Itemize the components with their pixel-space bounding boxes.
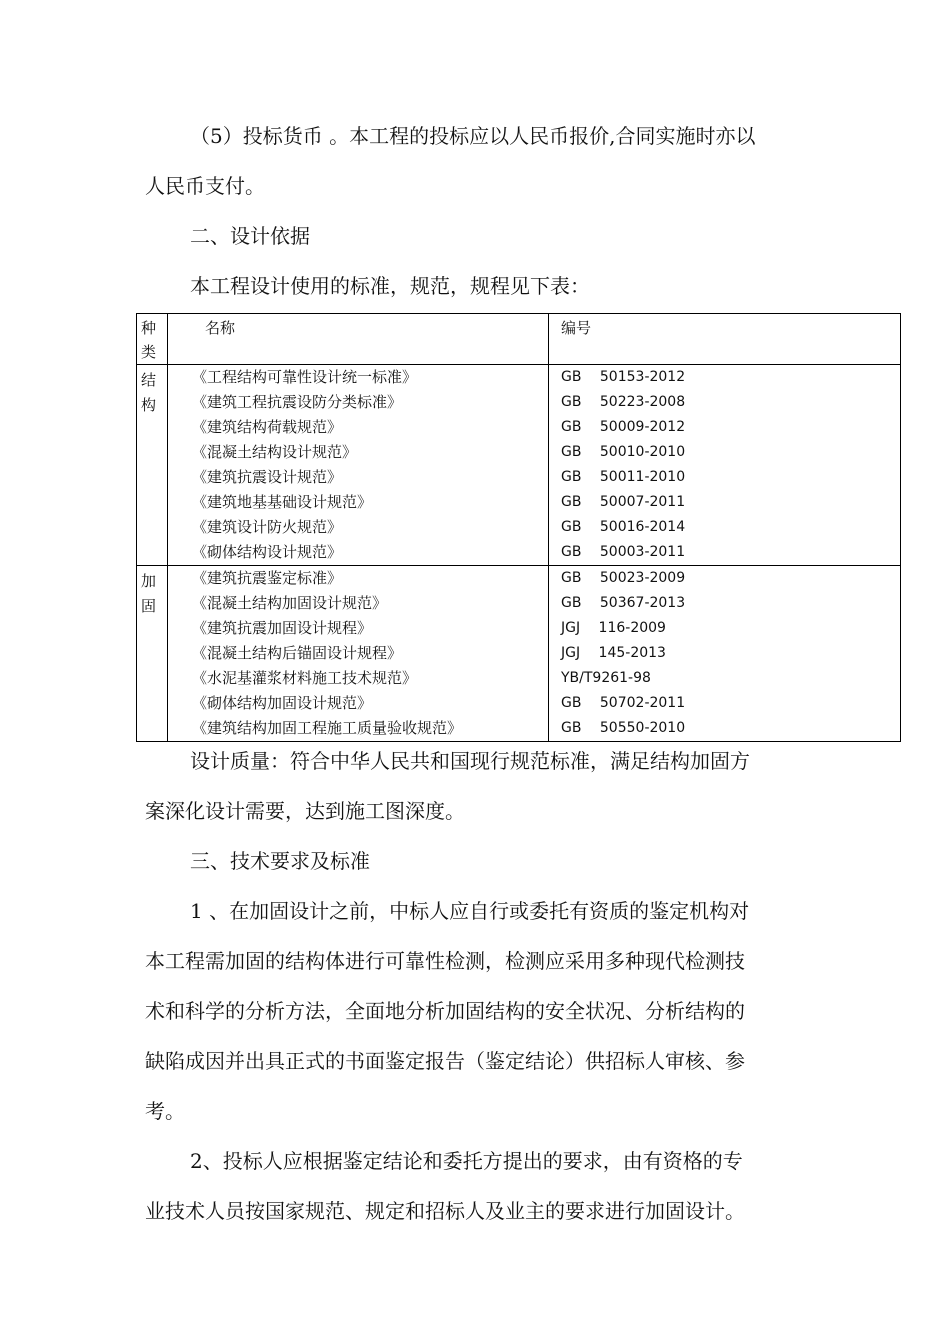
- requirement1-line3: 术和科学的分析方法，全面地分析加固结构的安全状况、分析结构的: [145, 999, 745, 1023]
- requirement1-line1: 1 、在加固设计之前，中标人应自行或委托有资质的鉴定机构对: [190, 899, 750, 923]
- header-kind: 种类: [141, 319, 157, 361]
- table-header-row: [137, 314, 901, 365]
- quality-line1: 设计质量：符合中华人民共和国现行规范标准，满足结构加固方: [190, 749, 750, 773]
- requirement2-line2: 业技术人员按国家规范、规定和招标人及业主的要求进行加固设计。: [145, 1199, 745, 1223]
- standard-name: 《水泥基灌浆材料施工技术规范》: [192, 669, 418, 687]
- requirement1-line2: 本工程需加固的结构体进行可靠性检测，检测应采用多种现代检测技: [145, 949, 745, 973]
- standard-number: GB 50016-2014: [561, 519, 686, 535]
- standard-name: 《建筑结构荷载规范》: [192, 418, 343, 436]
- requirement2-line1: 2、投标人应根据鉴定结论和委托方提出的要求，由有资格的专: [190, 1149, 743, 1173]
- group-kind-reinforcement: 加固: [141, 572, 157, 615]
- standard-name: 《建筑抗震设计规范》: [192, 468, 343, 486]
- standard-name: 《混凝土结构加固设计规范》: [192, 594, 388, 612]
- paragraph-currency-line1: （5）投标货币 。本工程的投标应以人民币报价,合同实施时亦以: [190, 124, 756, 148]
- header-name: 名称: [205, 319, 236, 337]
- standard-name: 《砌体结构加固设计规范》: [192, 694, 373, 712]
- standard-name: 《建筑结构加固工程施工质量验收规范》: [192, 719, 463, 737]
- group-reinforcement-names: [162, 566, 548, 741]
- standard-name: 《建筑工程抗震设防分类标准》: [192, 393, 403, 411]
- standard-number: GB 50223-2008: [561, 394, 686, 410]
- standard-number: GB 50702-2011: [561, 695, 686, 711]
- table-group-reinforcement: [137, 566, 901, 742]
- standard-number: GB 50153-2012: [561, 369, 686, 385]
- standard-number: YB/T9261-98: [561, 670, 651, 686]
- standard-name: 《建筑设计防火规范》: [192, 518, 343, 536]
- standard-number: GB 50009-2012: [561, 419, 686, 435]
- standard-number: GB 50010-2010: [561, 444, 686, 460]
- standard-number: GB 50011-2010: [561, 469, 686, 485]
- standard-name: 《建筑抗震鉴定标准》: [192, 569, 343, 587]
- group-reinforcement-numbers: [549, 566, 900, 741]
- requirement1-line5: 考。: [145, 1099, 185, 1123]
- group-kind-structure: 结构: [141, 371, 157, 414]
- standards-table: [136, 313, 901, 742]
- standard-number: GB 50023-2009: [561, 570, 686, 586]
- standard-name: 《混凝土结构设计规范》: [192, 443, 358, 461]
- standard-name: 《工程结构可靠性设计统一标准》: [192, 368, 418, 386]
- standard-number: JGJ 116-2009: [561, 620, 666, 636]
- requirement1-line4: 缺陷成因并出具正式的书面鉴定报告（鉴定结论）供招标人审核、参: [145, 1049, 745, 1073]
- table-intro: 本工程设计使用的标准，规范，规程见下表：: [190, 274, 590, 298]
- quality-line2: 案深化设计需要，达到施工图深度。: [145, 799, 465, 823]
- table-group-structure: [137, 365, 901, 566]
- standard-number: GB 50003-2011: [561, 544, 686, 560]
- standard-number: GB 50550-2010: [561, 720, 686, 736]
- standard-name: 《混凝土结构后锚固设计规程》: [192, 644, 403, 662]
- section-heading-design-basis: 二、设计依据: [190, 224, 310, 248]
- paragraph-currency-line2: 人民币支付。: [145, 174, 265, 198]
- standard-number: GB 50007-2011: [561, 494, 686, 510]
- standard-number: GB 50367-2013: [561, 595, 686, 611]
- standard-number: JGJ 145-2013: [561, 645, 666, 661]
- section-heading-technical: 三、技术要求及标准: [190, 849, 370, 873]
- group-structure-names: [162, 365, 548, 565]
- standard-name: 《建筑地基基础设计规范》: [192, 493, 373, 511]
- group-structure-numbers: [549, 365, 900, 565]
- standard-name: 《砌体结构设计规范》: [192, 543, 343, 561]
- header-number: 编号: [561, 319, 592, 337]
- standard-name: 《建筑抗震加固设计规程》: [192, 619, 373, 637]
